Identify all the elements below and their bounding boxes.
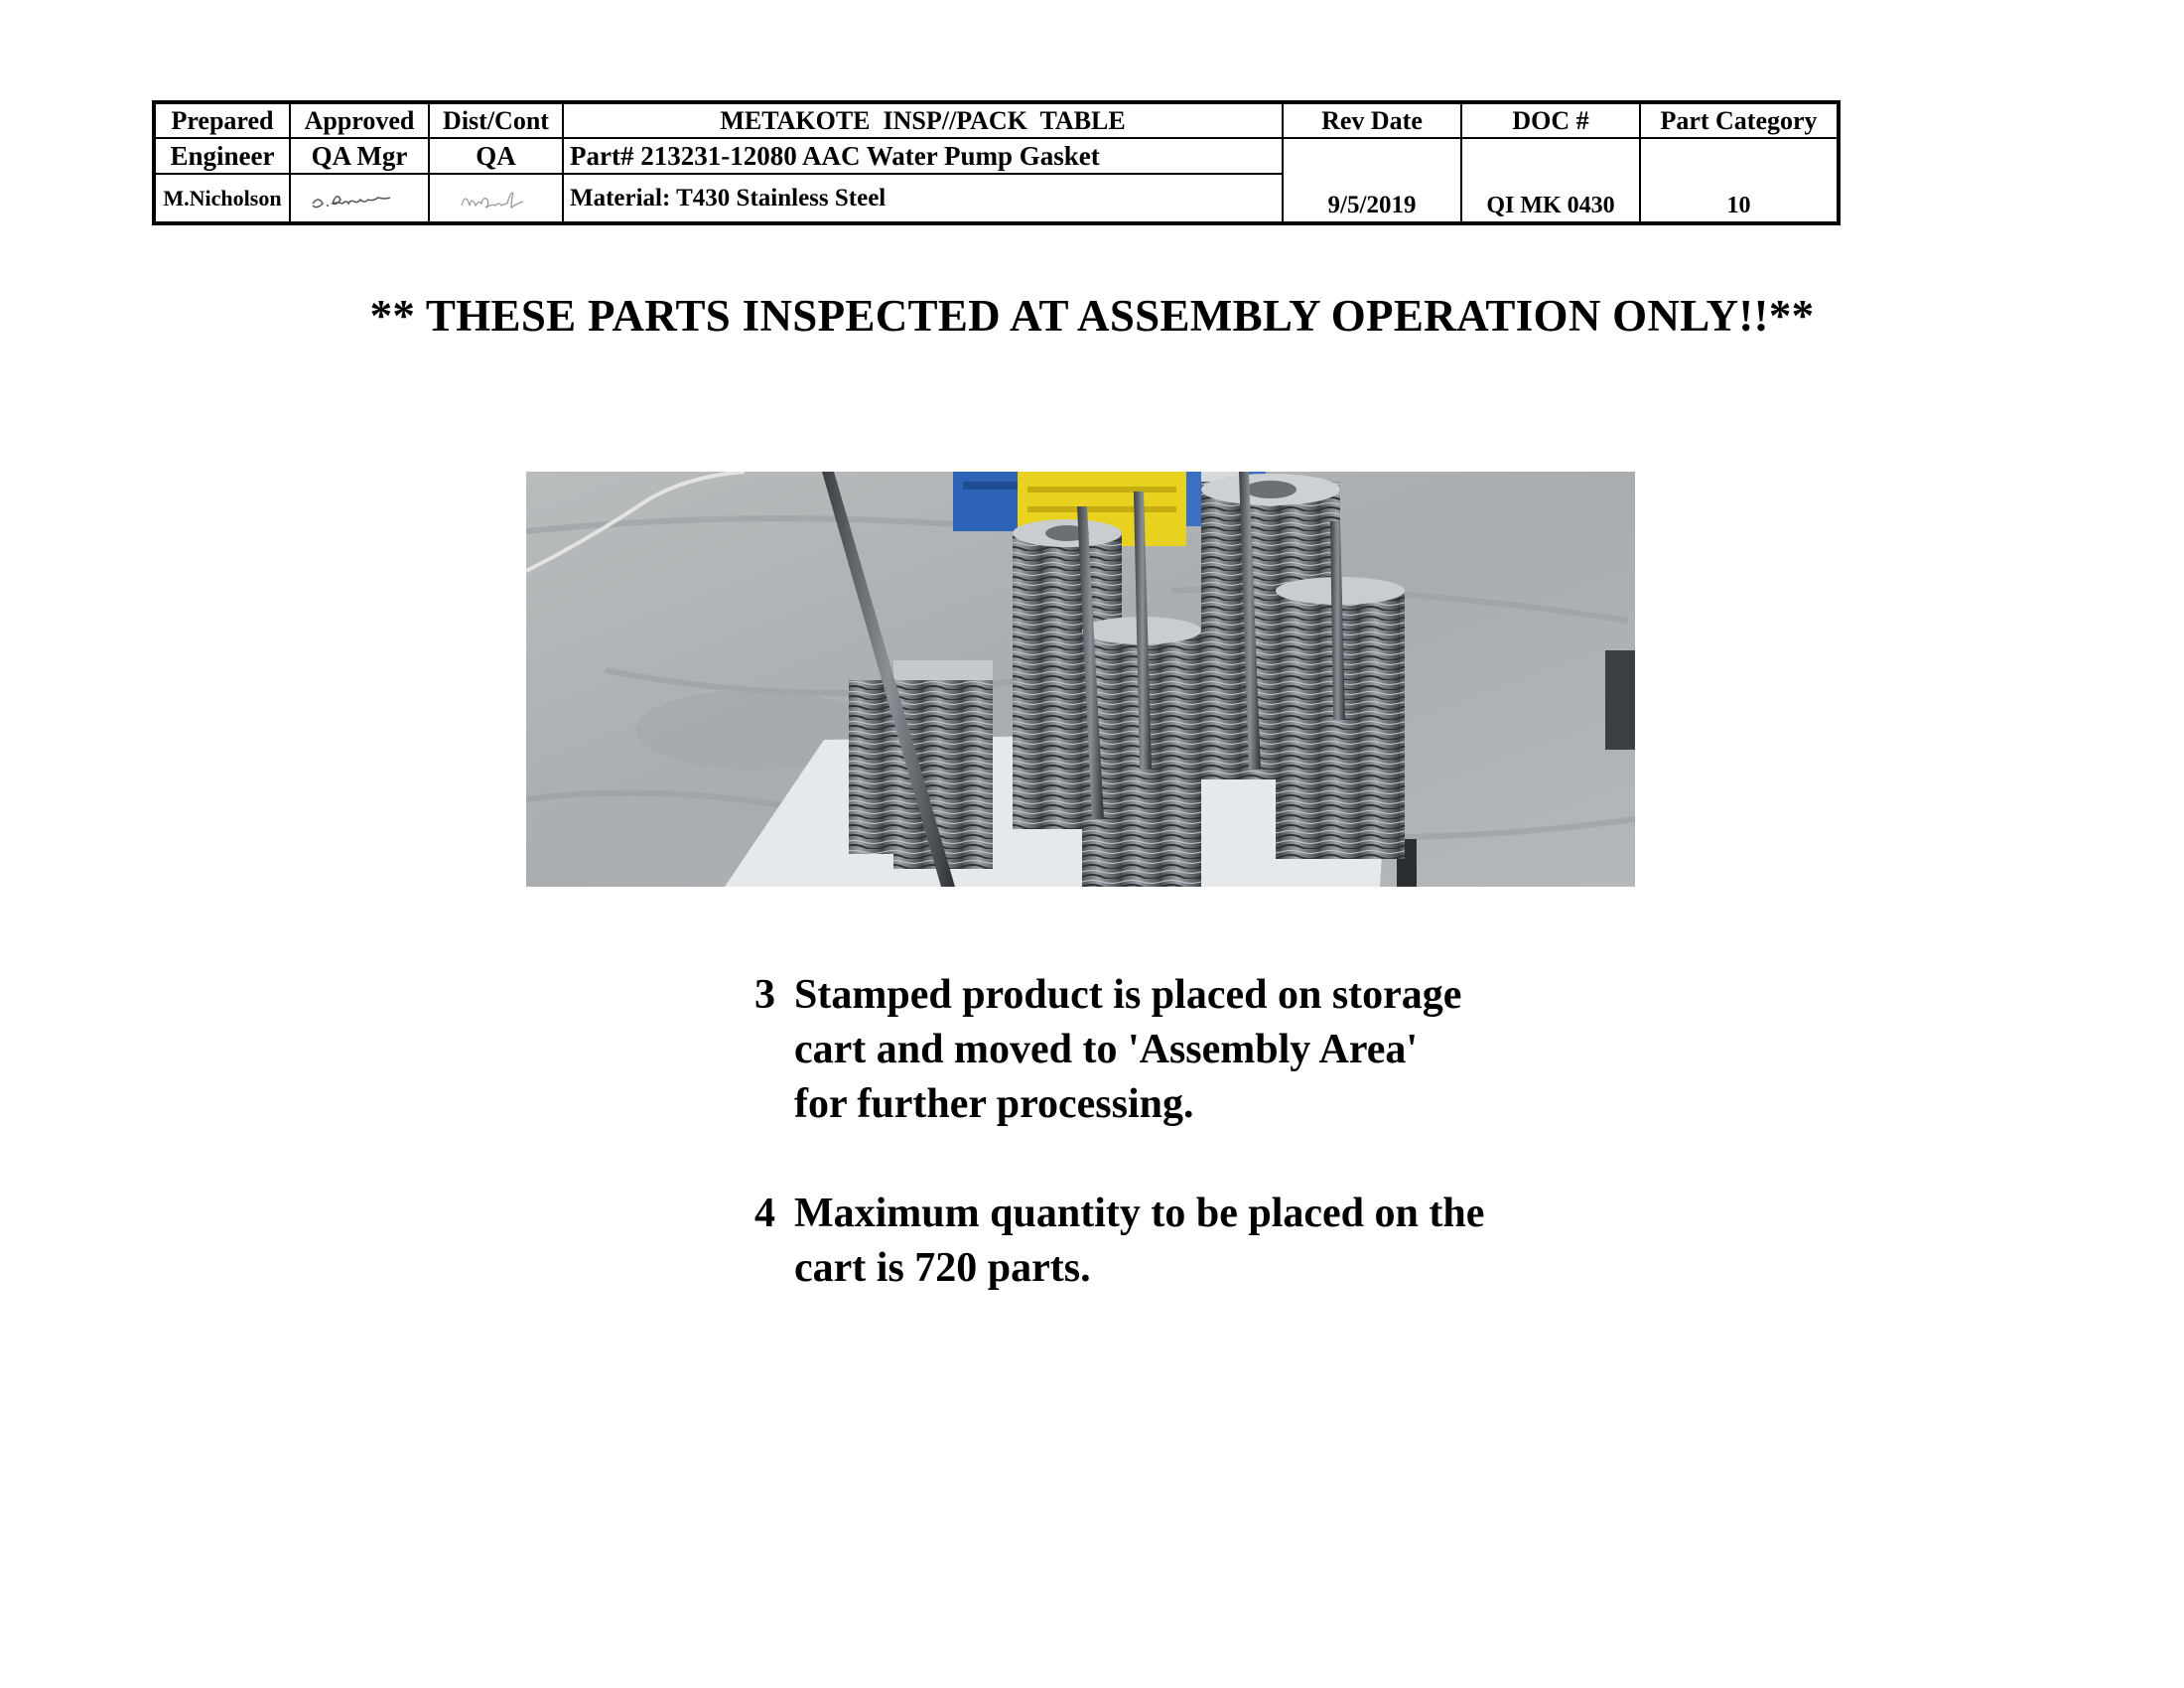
step-line: Maximum quantity to be placed on the	[794, 1191, 1485, 1236]
step-text	[794, 968, 1747, 1132]
step-number: 3	[754, 972, 775, 1018]
step-number: 4	[754, 1191, 775, 1236]
table-title: METAKOTE INSP//PACK TABLE	[563, 102, 1283, 138]
approved-signature-mark	[305, 184, 414, 213]
dist-cont-role: QA	[429, 138, 563, 174]
part-category-value: 10	[1640, 138, 1839, 223]
process-steps	[754, 968, 1747, 1350]
step-line: cart is 720 parts.	[794, 1245, 1091, 1291]
part-category-header: Part Category	[1640, 102, 1839, 138]
step-3	[754, 968, 1747, 1132]
step-line: Stamped product is placed on storage	[794, 972, 1462, 1018]
gasket-stacks-photo	[526, 472, 1635, 887]
approved-header: Approved	[290, 102, 429, 138]
inspection-notice: ** THESE PARTS INSPECTED AT ASSEMBLY OPERATION ONLY!!**	[369, 291, 1815, 341]
approved-signature	[290, 174, 429, 223]
part-number: Part# 213231-12080 AAC Water Pump Gasket	[563, 138, 1283, 174]
gasket-stacks-illustration	[526, 472, 1635, 887]
header-table	[152, 100, 1841, 225]
dist-cont-signature	[429, 174, 563, 223]
rev-date-header: Rev Date	[1283, 102, 1461, 138]
dist-cont-header: Dist/Cont	[429, 102, 563, 138]
step-4	[754, 1187, 1747, 1296]
step-line: cart and moved to 'Assembly Area'	[794, 1027, 1419, 1072]
prepared-role: Engineer	[154, 138, 290, 174]
approved-role: QA Mgr	[290, 138, 429, 174]
prepared-name: M.Nicholson	[154, 174, 290, 223]
material: Material: T430 Stainless Steel	[563, 174, 1283, 223]
step-line: for further processing.	[794, 1081, 1194, 1127]
rev-date-value: 9/5/2019	[1283, 138, 1461, 223]
step-text	[794, 1187, 1747, 1296]
doc-number-header: DOC #	[1461, 102, 1640, 138]
doc-number-value: QI MK 0430	[1461, 138, 1640, 223]
prepared-header: Prepared	[154, 102, 290, 138]
dist-cont-signature-mark	[442, 182, 551, 215]
